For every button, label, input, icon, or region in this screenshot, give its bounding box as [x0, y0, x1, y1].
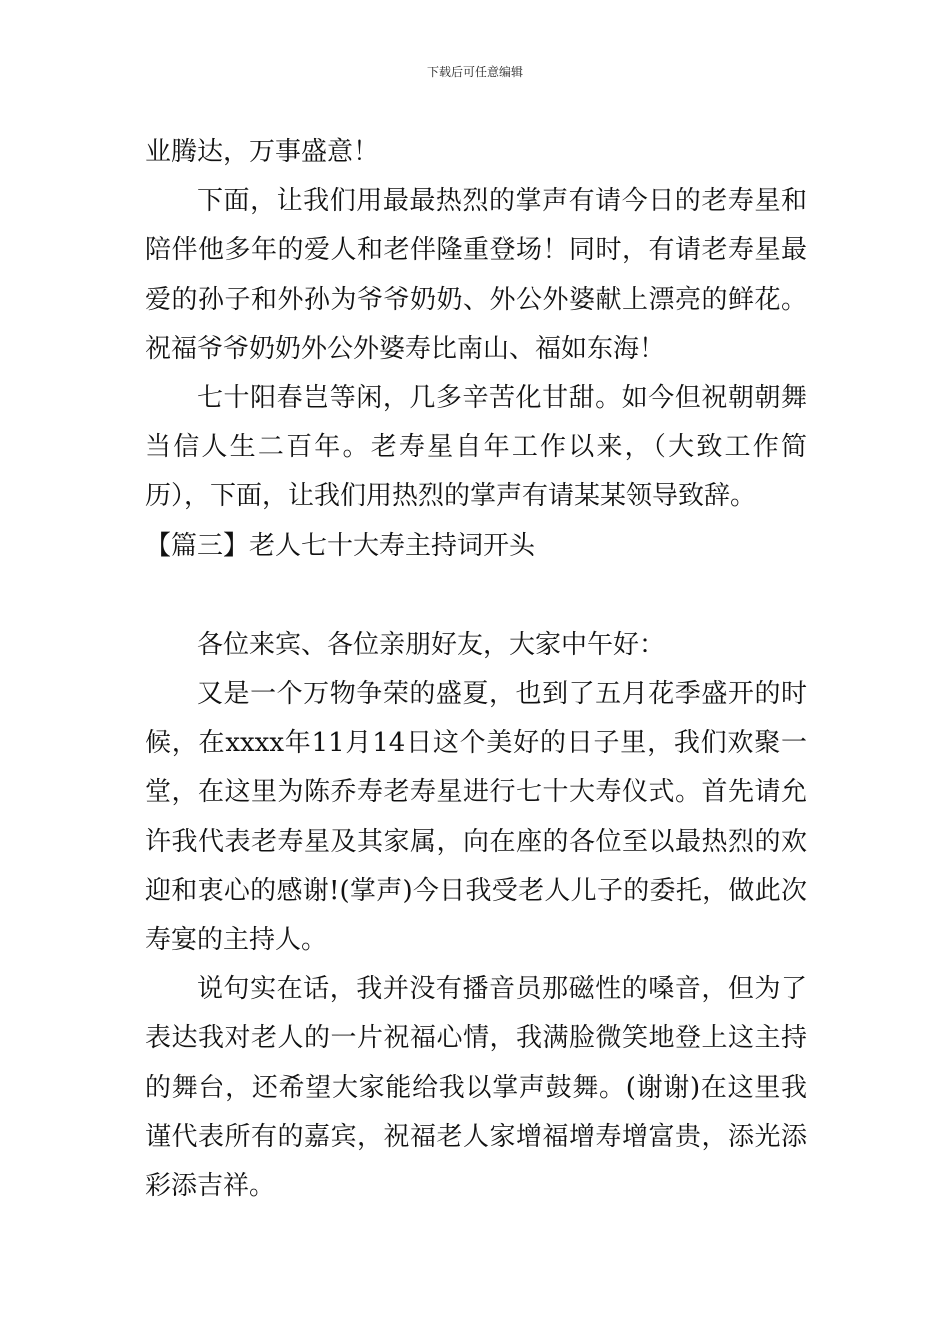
paragraph-6: 说句实在话，我并没有播音员那磁性的嗓音，但为了表达我对老人的一片祝福心情，我满脸微笑地登上这主持的舞台，还希望大家能给我以掌声鼓舞。(谢谢)在这里我谨代表所有的嘉宾，祝福老人家增福增寿增富贵，添光添彩添吉祥。 — [145, 974, 807, 1202]
paragraph-3: 七十阳春岂等闲，几多辛苦化甘甜。如今但祝朝朝舞当信人生二百年。老寿星自年工作以来，（大致工作简历），下面，让我们用热烈的掌声有请某某领导致辞。 — [145, 383, 807, 512]
paragraph-5: 又是一个万物争荣的盛夏，也到了五月花季盛开的时候，在xxxx年11月14日这个美好的日子里，我们欢聚一堂，在这里为陈乔寿老寿星进行七十大寿仪式。首先请允许我代表老寿星及其家属，向在座的各位至以最热烈的欢迎和衷心的感谢!(掌声)今日我受老人儿子的委托，做此次寿宴的主持人。 — [145, 679, 807, 956]
paragraph-4: 各位来宾、各位亲朋好友，大家中午好： — [197, 629, 666, 660]
paragraph-2: 下面，让我们用最最热烈的掌声有请今日的老寿星和陪伴他多年的爱人和老伴隆重登场！同时，有请老寿星最爱的孙子和外孙为爷爷奶奶、外公外婆献上漂亮的鲜花。祝福爷爷奶奶外公外婆寿比南山、福如东海！ — [145, 186, 807, 364]
section-heading: 【篇三】老人七十大寿主持词开头 — [145, 530, 536, 561]
paragraph-1: 业腾达，万事盛意！ — [145, 137, 380, 167]
page-header: 下载后可任意编辑 — [426, 65, 523, 79]
document-body — [145, 128, 807, 1211]
